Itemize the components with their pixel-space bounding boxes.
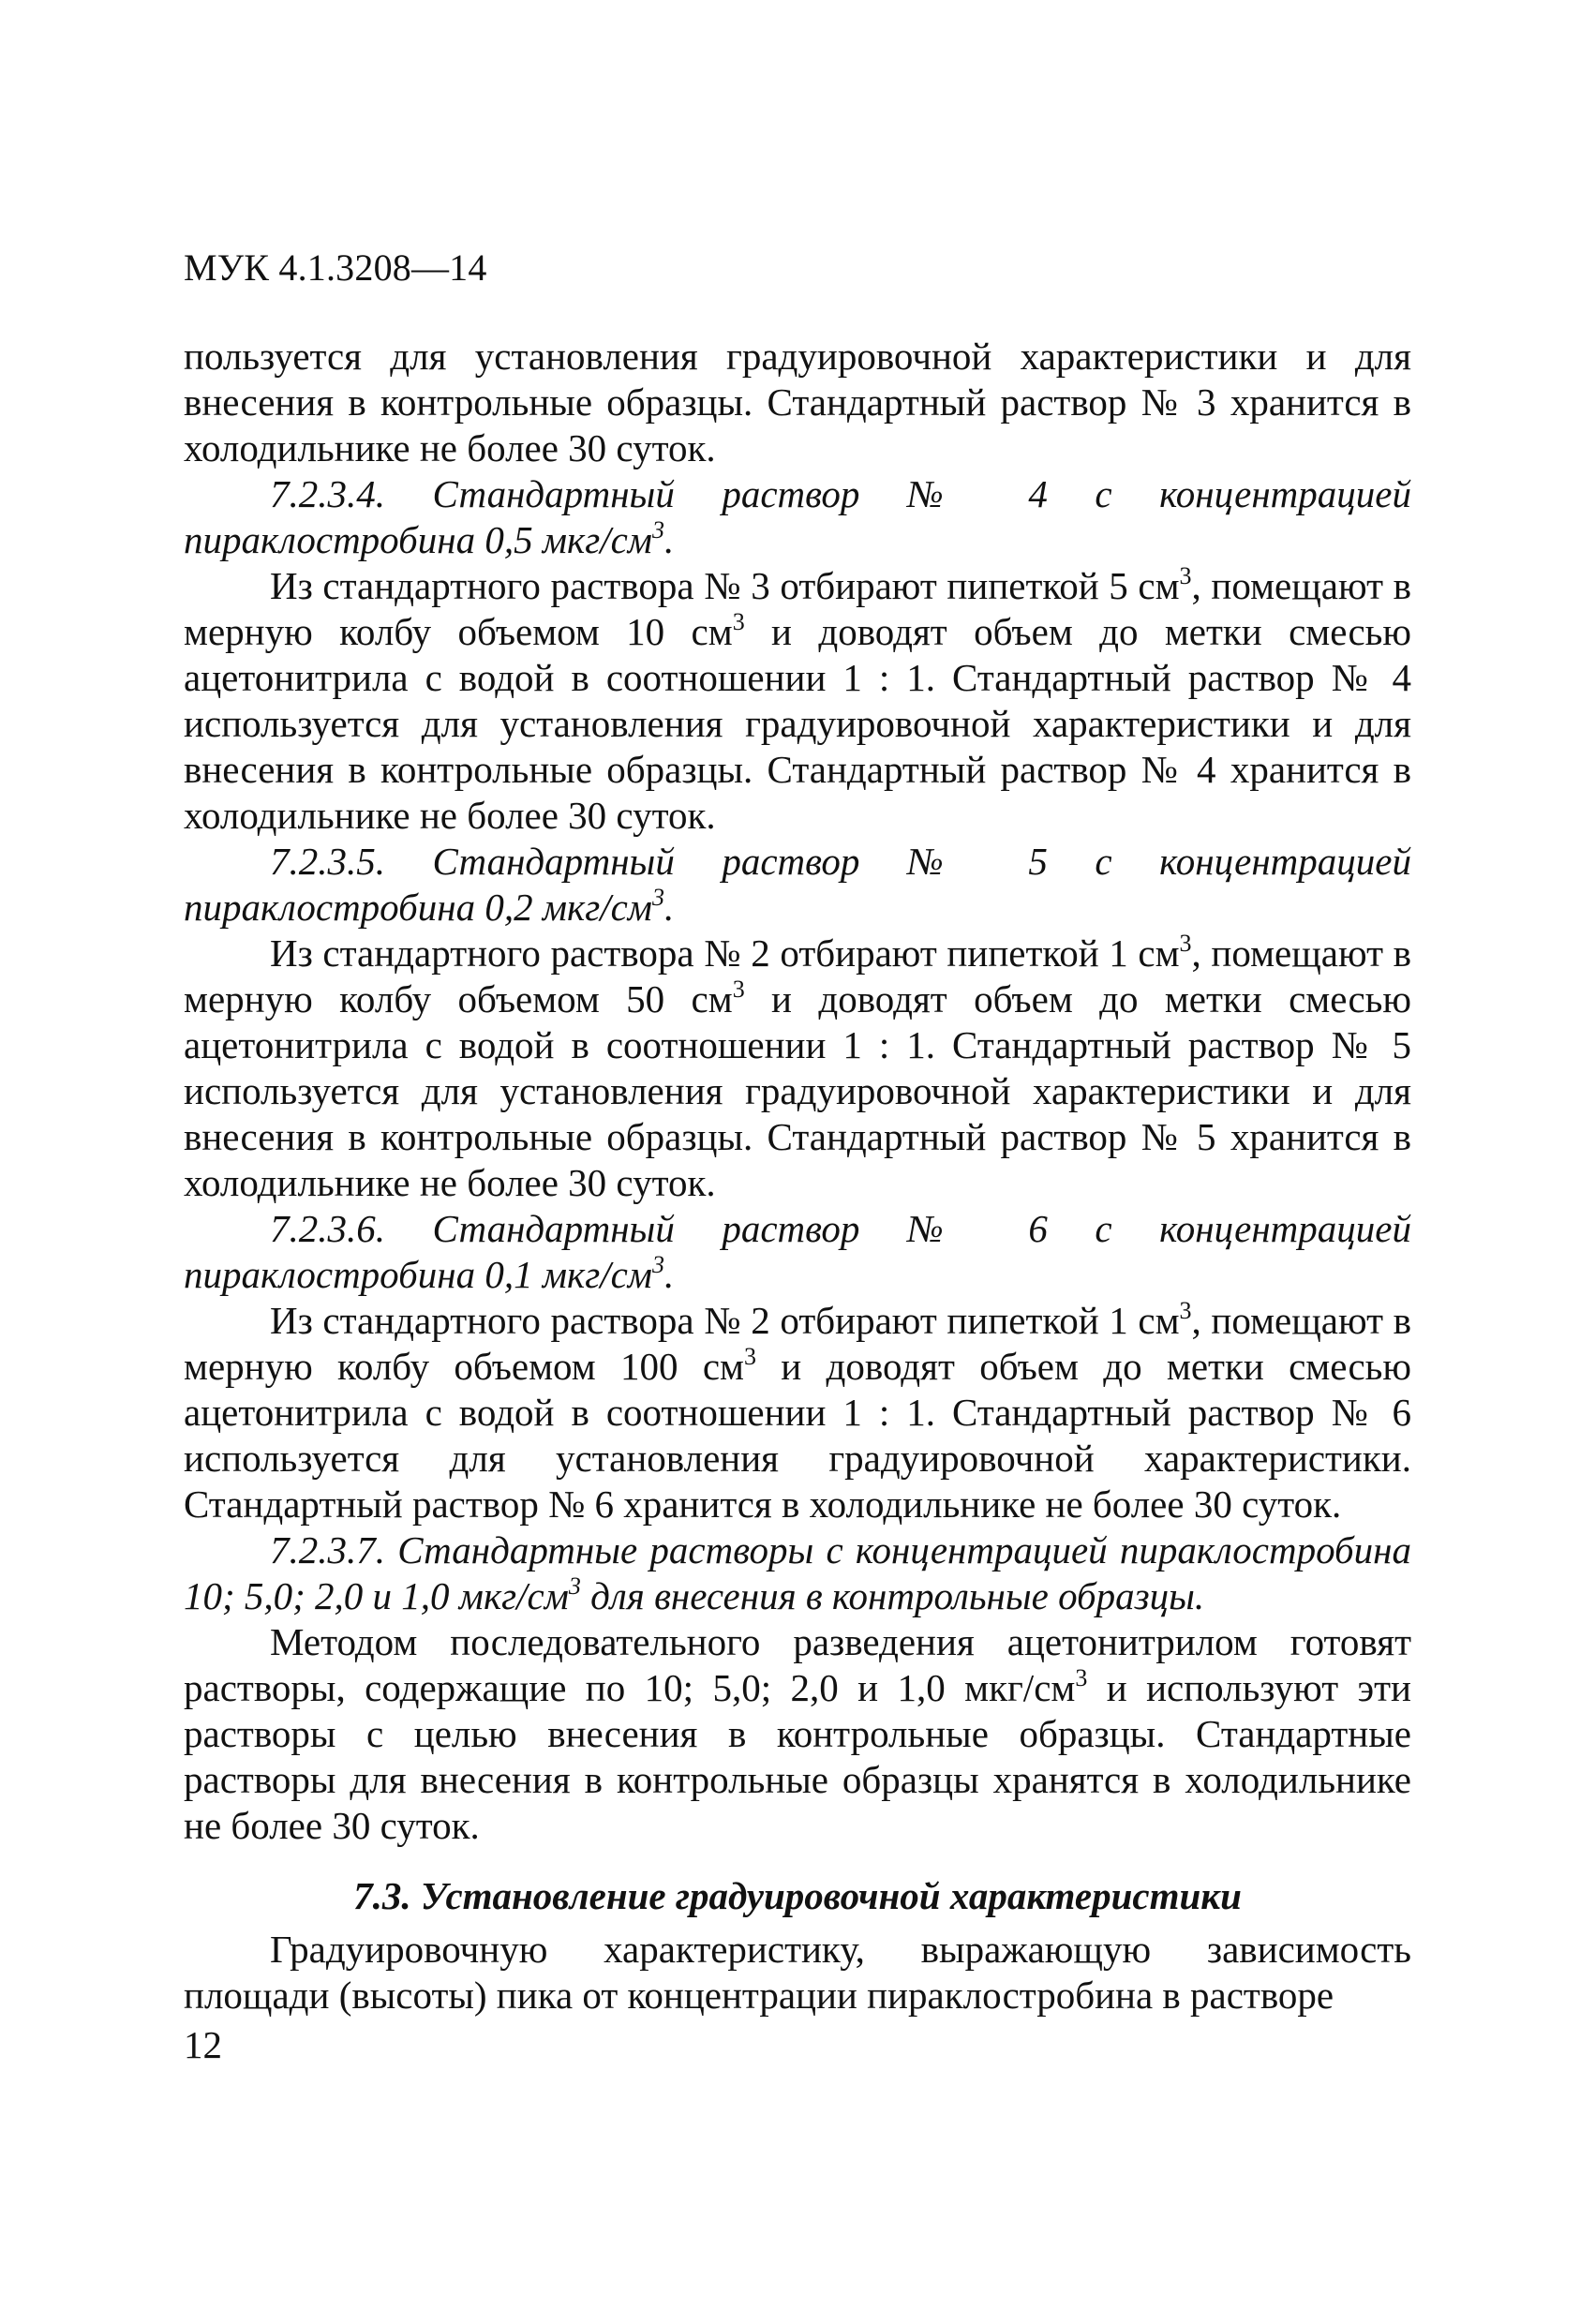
paragraph-calibration: Градуировочную характеристику, выражающую зависимость площади (высоты) пика от концентрации пираклостробина в растворе	[184, 1928, 1411, 2017]
paragraph-standard-solution-6: Из стандартного раствора № 2 отбирают пипеткой 1 $см^3$, помещают в мерную колбу объемом 100 $см^3$ и доводят объем до метки смесью ацетонитрила с водой в соотношении 1 : 1. Стандартный раствор № 6 используется для установления градуировочной характеристики. Стандартный раствор № 6 хранится в холодильнике не более 30 суток.	[184, 1297, 1411, 1526]
page-number: 12	[184, 2023, 222, 2066]
subsection-heading-7-2-3-5: 7.2.3.5. Стандартный раствор № 5 с концентрацией пираклостробина 0,2 мкг/$см^3$.	[184, 840, 1411, 929]
paragraph-standard-solution-4: Из стандартного раствора № 3 отбирают пипеткой 5 $см^3$, помещают в мерную колбу объемом 10 $см^3$ и доводят объем до метки смесью ацетонитрила с водой в соотношении 1 : 1. Стандартный раствор № 4 используется для установления градуировочной характеристики и для внесения в контрольные образцы. Стандартный раствор № 4 хранится в холодильнике не более 30 суток.	[184, 562, 1411, 837]
subsection-heading-7-2-3-6: 7.2.3.6. Стандартный раствор № 6 с концентрацией пираклостробина 0,1 мкг/$см^3$.	[184, 1207, 1411, 1296]
document-header: МУК 4.1.3208—14	[184, 246, 487, 289]
subsection-heading-7-2-3-4: 7.2.3.4. Стандартный раствор № 4 с концентрацией пираклостробина 0,5 мкг/$см^3$.	[184, 472, 1411, 561]
paragraph-serial-dilution: Методом последовательного разведения ацетонитрилом готовят растворы, содержащие по 10; 5,0; 2,0 и 1,0 мкг/$см^3$ и используют эти растворы с целью внесения в контрольные образцы. Стандартные растворы для внесения в контрольные образцы хранятся в холодильнике не более 30 суток.	[184, 1620, 1412, 1847]
section-heading-7-3: 7.3. Установление градуировочной характеристики	[353, 1874, 1242, 1917]
paragraph-standard-solution-5: Из стандартного раствора № 2 отбирают пипеткой 1 $см^3$, помещают в мерную колбу объемом 50 $см^3$ и доводят объем до метки смесью ацетонитрила с водой в соотношении 1 : 1. Стандартный раствор № 5 используется для установления градуировочной характеристики и для внесения в контрольные образцы. Стандартный раствор № 5 хранится в холодильнике не более 30 суток.	[184, 930, 1411, 1204]
subsection-heading-7-2-3-7: 7.2.3.7. Стандартные растворы с концентрацией пираклостробина 10; 5,0; 2,0 и 1,0 мкг/$см^3$ для внесения в контрольные образцы.	[184, 1528, 1411, 1617]
document-body	[184, 334, 1411, 2019]
paragraph-continued: пользуется для установления градуировочной характеристики и для внесения в контрольные образцы. Стандартный раствор № 3 хранится в холодильнике не более 30 суток.	[184, 335, 1411, 469]
